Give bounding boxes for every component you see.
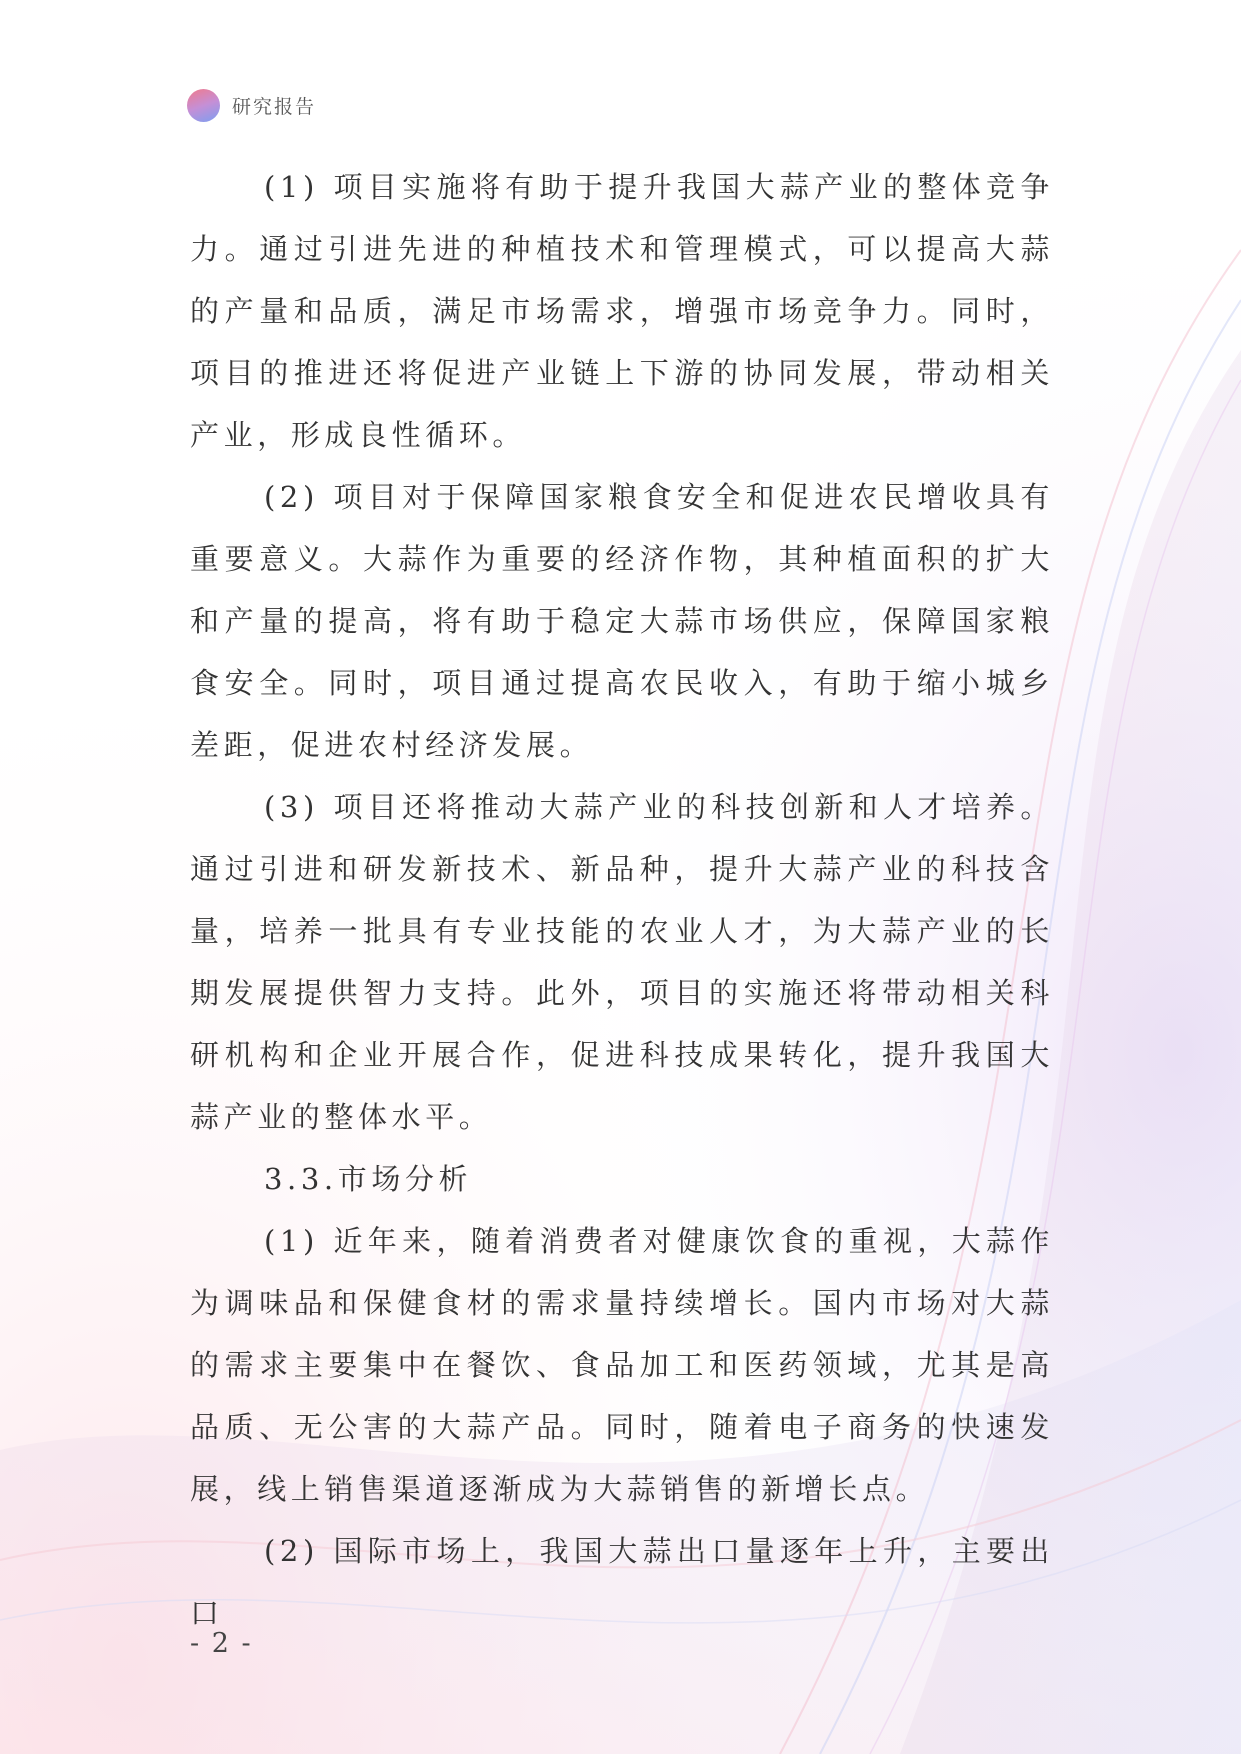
paragraph-5: (2) 国际市场上，我国大蒜出口量逐年上升，主要出口	[190, 1534, 1054, 1630]
page-number: - 2 -	[190, 1628, 253, 1659]
paragraph-4: (1) 近年来，随着消费者对健康饮食的重视，大蒜作为调味品和保健食材的需求量持续增长。国内市场对大蒜的需求主要集中在餐饮、食品加工和医药领域，尤其是高品质、无公害的大蒜产品。同时，随着电子商务的快速发展，线上销售渠道逐渐成为大蒜销售的新增长点。	[190, 1224, 1054, 1506]
paragraph-3: (3) 项目还将推动大蒜产业的科技创新和人才培养。通过引进和研发新技术、新品种，提升大蒜产业的科技含量，培养一批具有专业技能的农业人才，为大蒜产业的长期发展提供智力支持。此外，项目的实施还将带动相关科研机构和企业开展合作，促进科技成果转化，提升我国大蒜产业的整体水平。	[190, 790, 1054, 1134]
section-heading-market-analysis: 3.3.市场分析	[264, 1162, 473, 1196]
document-body	[190, 156, 1054, 1644]
paragraph-1: (1) 项目实施将有助于提升我国大蒜产业的整体竞争力。通过引进先进的种植技术和管理模式，可以提高大蒜的产量和品质，满足市场需求，增强市场竞争力。同时，项目的推进还将促进产业链上下游的协同发展，带动相关产业，形成良性循环。	[190, 170, 1054, 452]
header-title: 研究报告	[232, 95, 317, 118]
page-header	[187, 88, 316, 122]
paragraph-2: (2) 项目对于保障国家粮食安全和促进农民增收具有重要意义。大蒜作为重要的经济作物，其种植面积的扩大和产量的提高，将有助于稳定大蒜市场供应，保障国家粮食安全。同时，项目通过提高农民收入，有助于缩小城乡差距，促进农村经济发展。	[190, 480, 1054, 762]
report-logo-icon	[187, 89, 220, 122]
